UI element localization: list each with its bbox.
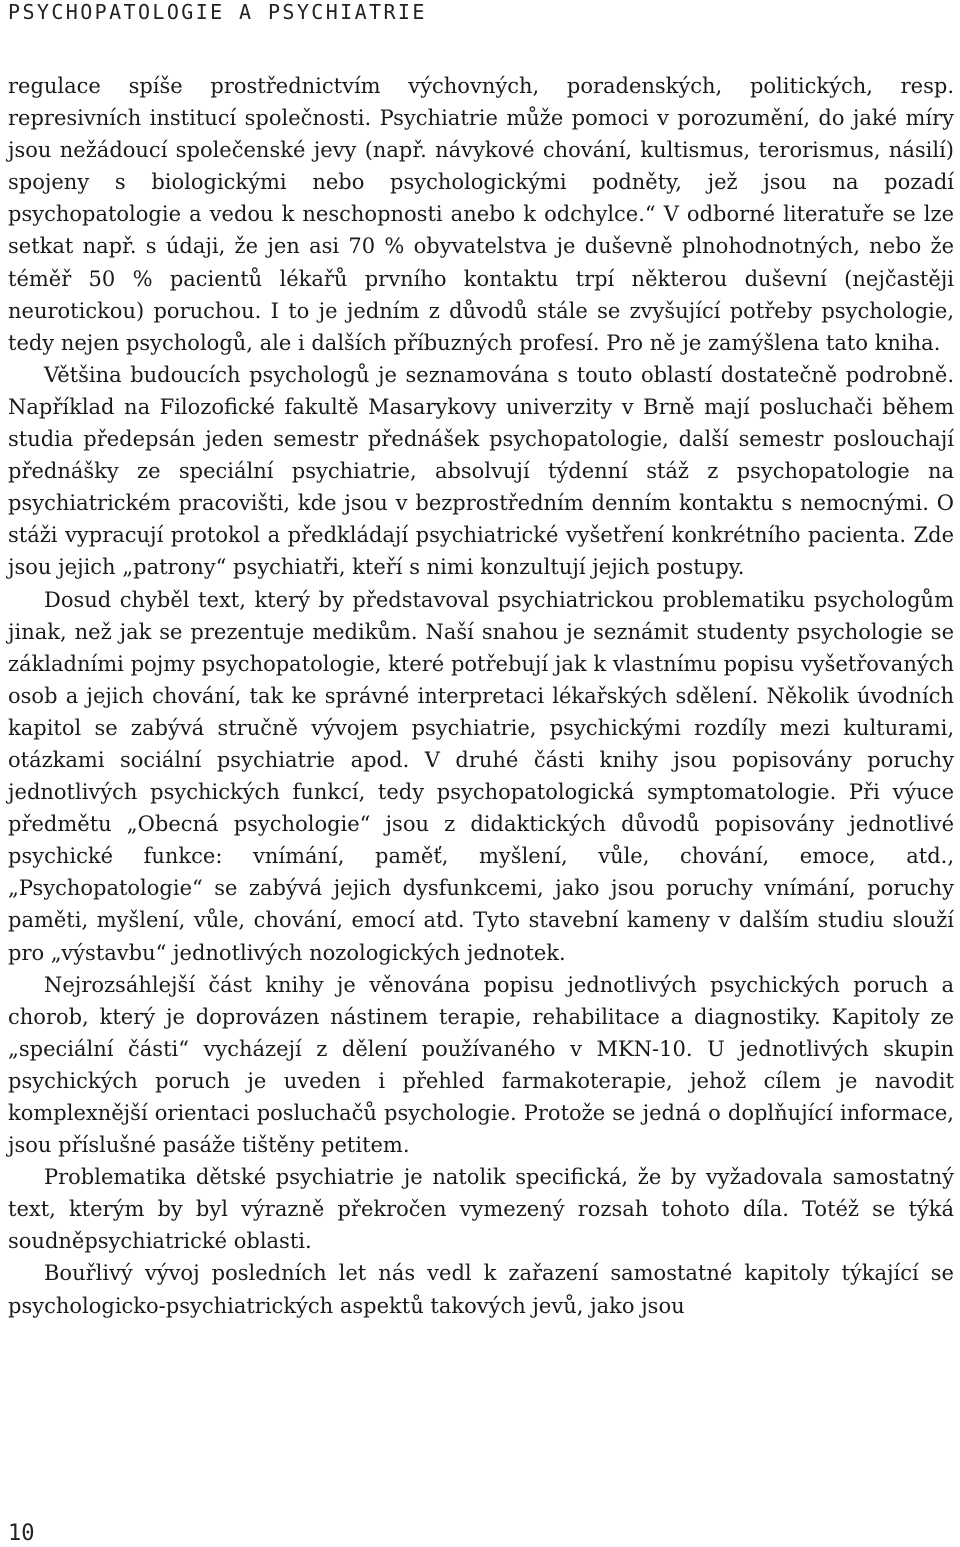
- page-number: 10: [8, 1521, 35, 1546]
- paragraph: Většina budoucích psychologů je seznamována s touto oblastí dostatečně podrobně. Například na Filozofické fakultě Masarykovy univerzity v Brně mají posluchači během studia předepsán jeden semestr přednášek psychopatologie, další semestr poslouchají přednášky ze speciální psychiatrie, absolvují týdenní stáž z psychopatologie na psychiatrickém pracovišti, kde jsou v bezprostředním denním kontaktu s nemocnými. O stáži vypracují protokol a předkládají psychiatrické vyšetření konkrétního pacienta. Zde jsou jejich „patrony“ psychiatři, kteří s nimi konzultují jejich postupy.: [8, 362, 954, 580]
- running-header: PSYCHOPATOLOGIE A PSYCHIATRIE: [8, 0, 427, 24]
- paragraph: regulace spíše prostřednictvím výchovných, poradenských, politických, resp. represivních institucí společnosti. Psychiatrie může pomoci v porozumění, do jaké míry jsou nežádoucí společenské jevy (např. návykové chování, kultismus, terorismus, násilí) spojeny s biologickými nebo psychologickými podněty, jež jsou na pozadí psychopatologie a vedou k neschopnosti anebo k odchylce.“ V odborné literatuře se lze setkat např. s údaji, že jen asi 70 % obyvatelstva je duševně plnohodnotných, nebo že téměř 50 % pacientů lékařů prvního kontaktu trpí některou duševní (nejčastěji neurotickou) poruchou. I to je jedním z důvodů stále se zvyšující potřeby psychologie, tedy nejen psychologů, ale i dalších příbuzných profesí. Pro ně je zamýšlena tato kniha.: [8, 74, 954, 355]
- paragraph: Problematika dětské psychiatrie je natolik specifická, že by vyžadovala samostatný text, kterým by byl výrazně překročen vymezený rozsah tohoto díla. Totéž se týká soudněpsychiatrické oblasti.: [8, 1165, 954, 1254]
- paragraph: Nejrozsáhlejší část knihy je věnována popisu jednotlivých psychických poruch a chorob, který je doprovázen nástinem terapie, rehabilitace a diagnostiky. Kapitoly ze „speciální části“ vycházejí z dělení používaného v MKN-10. U jednotlivých skupin psychických poruch je uveden i přehled farmakoterapie, jehož cílem je navodit komplexnější orientaci posluchačů psychologie. Protože se jedná o doplňující informace, jsou příslušné pasáže tištěny petitem.: [8, 972, 954, 1158]
- paragraph: Dosud chyběl text, který by představoval psychiatrickou problematiku psychologům jinak, než jak se prezentuje medikům. Naší snahou je seznámit studenty psychologie se základními pojmy psychopatologie, které potřebují jak k vlastnímu popisu vyšetřovaných osob a jejich chování, tak ke správné interpretaci lékařských sdělení. Několik úvodních kapitol se zabývá stručně vývojem psychiatrie, psychickými rozdíly mezi kulturami, otázkami sociální psychiatrie apod. V druhé části knihy jsou popisovány poruchy jednotlivých psychických funkcí, tedy psychopatologická symptomatologie. Při výuce předmětu „Obecná psychologie“ jsou z didaktických důvodů popisovány jednotlivé psychické funkce: vnímání, paměť, myšlení, vůle, chování, emoce, atd., „Psychopatologie“ se zabývá jejich dysfunkcemi, jako jsou poruchy vnímání, poruchy paměti, myšlení, vůle, chování, emocí atd. Tyto stavební kameny v dalším studiu slouží pro „výstavbu“ jednotlivých nozologických jednotek.: [8, 587, 954, 965]
- paragraph: Bouřlivý vývoj posledních let nás vedl k zařazení samostatné kapitoly týkající se psychologicko-psychiatrických aspektů takových jevů, jako jsou: [8, 1261, 954, 1318]
- main-text: [8, 70, 954, 1322]
